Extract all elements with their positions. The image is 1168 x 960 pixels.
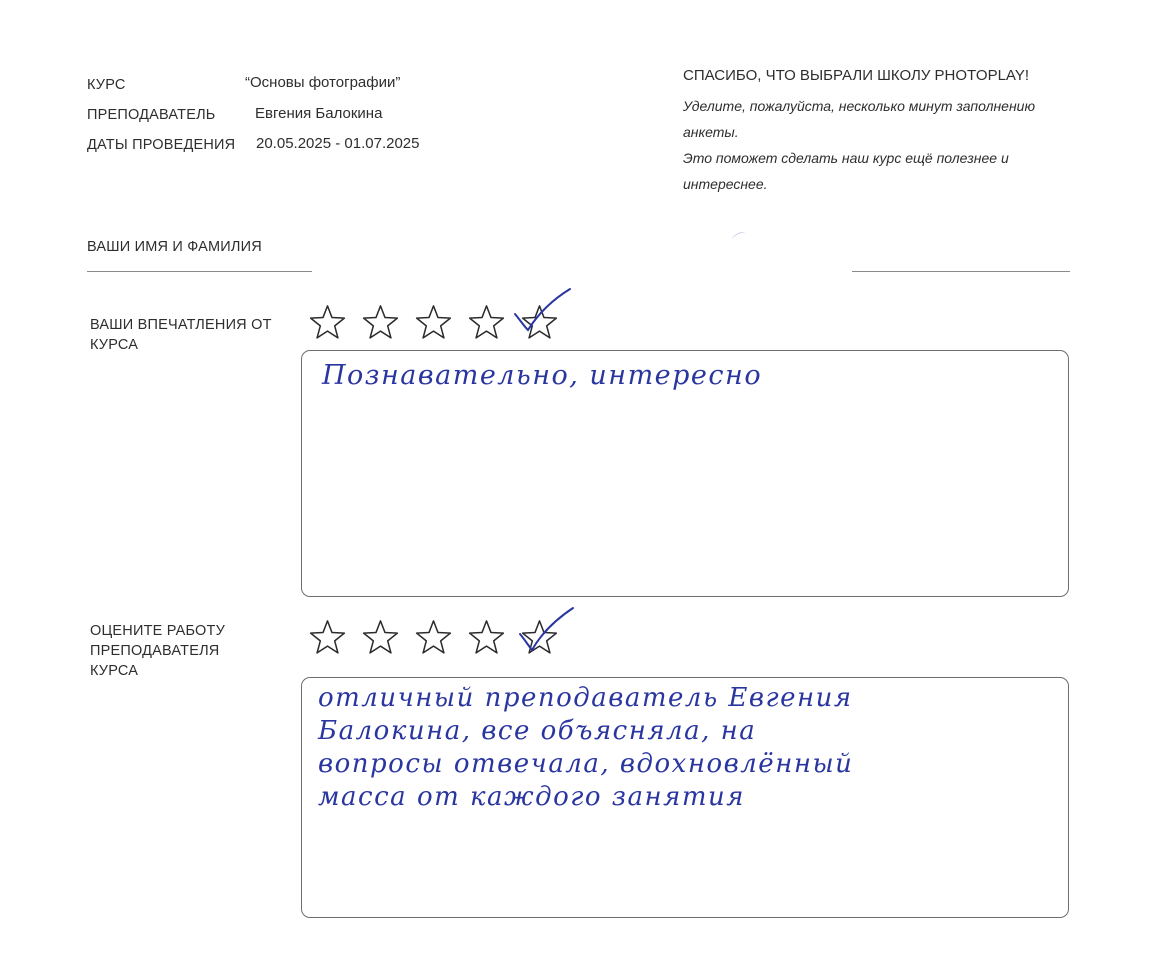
checkmark-icon bbox=[512, 286, 574, 336]
name-pen-mark bbox=[731, 230, 747, 242]
star-icon[interactable] bbox=[467, 304, 506, 340]
dates-label: ДАТЫ ПРОВЕДЕНИЯ bbox=[87, 137, 236, 153]
handwriting-line: отличный преподаватель Евгения bbox=[318, 683, 853, 713]
star-icon[interactable] bbox=[414, 619, 453, 655]
impressions-label: ВАШИ ВПЕЧАТЛЕНИЯ ОТ КУРСА bbox=[90, 317, 272, 353]
star-icon[interactable] bbox=[467, 619, 506, 655]
thanks-title: СПАСИБО, ЧТО ВЫБРАЛИ ШКОЛУ PHOTOPLAY! bbox=[683, 67, 1029, 84]
handwriting-line: вопросы отвечала, вдохновлённый bbox=[318, 749, 854, 779]
thanks-text bbox=[683, 93, 1063, 197]
star-icon[interactable] bbox=[414, 304, 453, 340]
thanks-line-1: Уделите, пожалуйста, несколько минут заполнению анкеты. bbox=[683, 98, 1035, 140]
name-underline-right bbox=[852, 271, 1070, 272]
teacher-label: ПРЕПОДАВАТЕЛЬ bbox=[87, 107, 216, 123]
impressions-handwriting: Познавательно, интересно bbox=[322, 360, 763, 391]
handwriting-line: Балокина, все объясняла, на bbox=[318, 716, 757, 746]
teacher-rating-handwriting bbox=[318, 682, 853, 814]
name-label: ВАШИ ИМЯ И ФАМИЛИЯ bbox=[87, 239, 262, 255]
course-label: КУРС bbox=[87, 77, 126, 93]
star-icon[interactable] bbox=[308, 304, 347, 340]
thanks-line-2: Это поможет сделать наш курс ещё полезнее и интереснее. bbox=[683, 150, 1009, 192]
checkmark-icon bbox=[517, 604, 577, 654]
teacher-value: Евгения Балокина bbox=[255, 105, 383, 122]
course-value: “Основы фотографии” bbox=[245, 74, 401, 91]
star-icon[interactable] bbox=[361, 619, 400, 655]
name-underline-left bbox=[87, 271, 312, 272]
handwriting-line: масса от каждого занятия bbox=[318, 782, 745, 812]
teacher-rating-label: ОЦЕНИТЕ РАБОТУ ПРЕПОДАВАТЕЛЯ КУРСА bbox=[90, 623, 225, 679]
star-icon[interactable] bbox=[361, 304, 400, 340]
star-icon[interactable] bbox=[308, 619, 347, 655]
dates-value: 20.05.2025 - 01.07.2025 bbox=[256, 135, 420, 152]
